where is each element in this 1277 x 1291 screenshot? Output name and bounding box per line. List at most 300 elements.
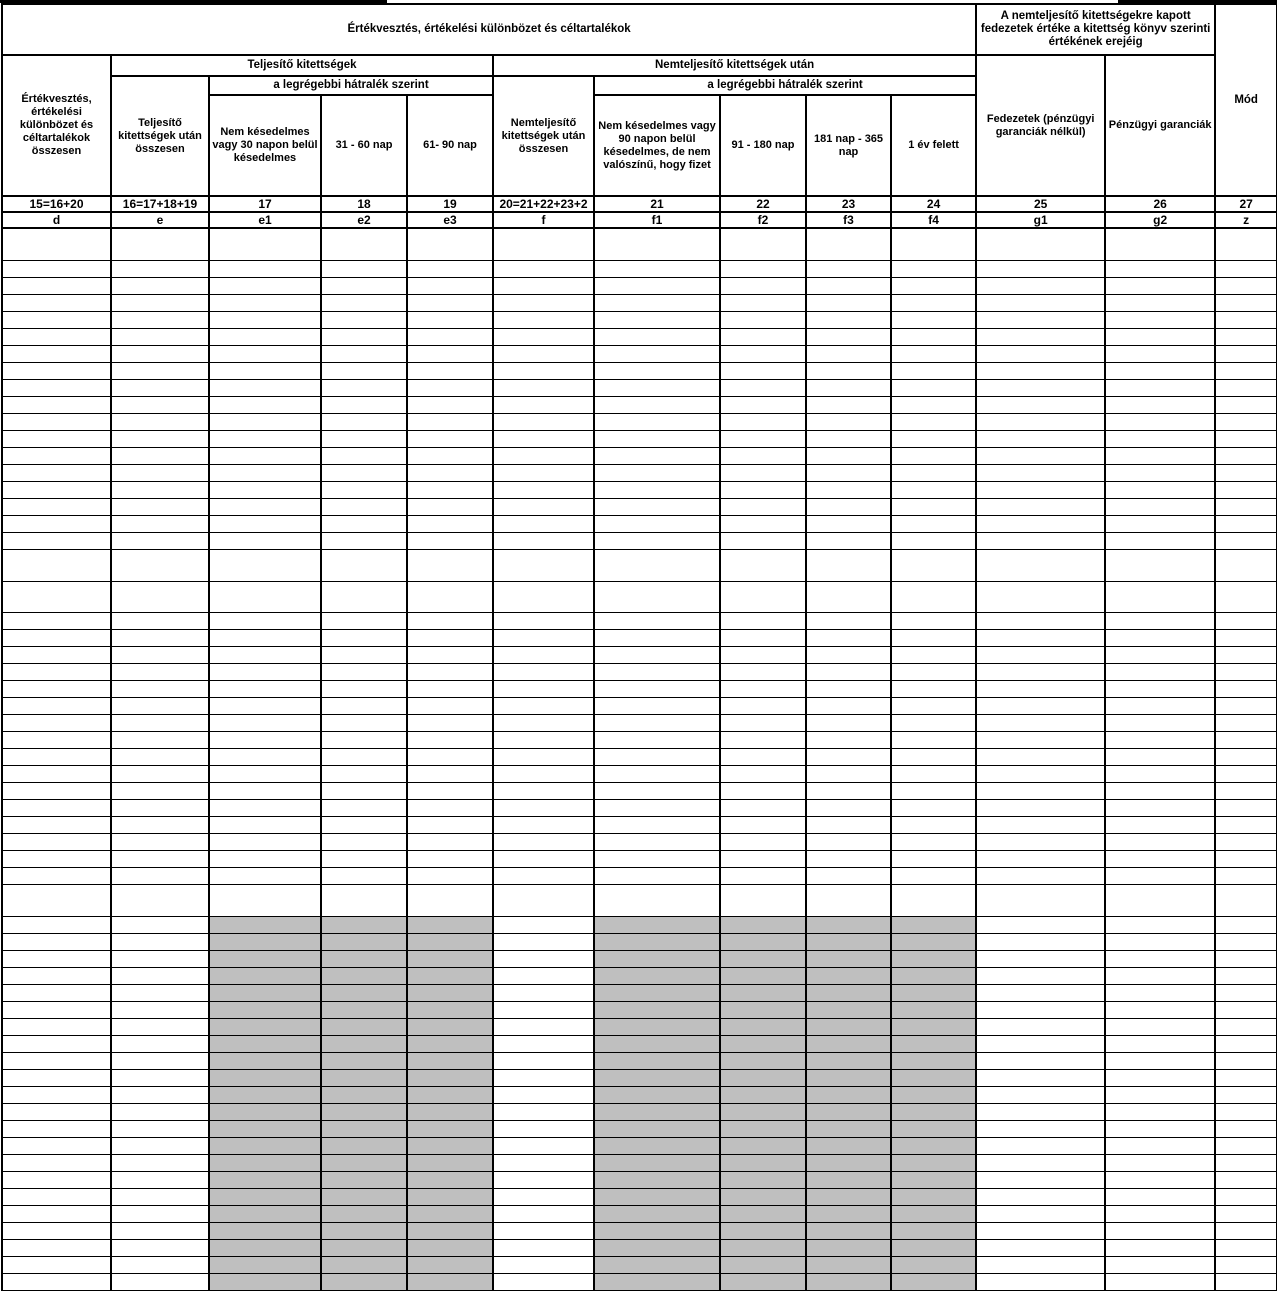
table-cell[interactable] [407,516,493,533]
table-cell[interactable] [976,1087,1105,1104]
table-cell[interactable] [720,482,806,499]
table-cell[interactable] [407,414,493,431]
table-cell[interactable] [321,465,407,482]
table-cell[interactable] [2,1002,111,1019]
table-cell[interactable] [209,228,321,261]
table-cell[interactable] [2,482,111,499]
table-cell[interactable] [976,968,1105,985]
table-cell[interactable] [2,647,111,664]
table-cell[interactable] [111,1172,209,1189]
table-cell[interactable] [891,465,976,482]
table-cell[interactable] [493,516,594,533]
table-cell[interactable] [1105,533,1215,550]
table-cell[interactable] [806,698,891,715]
table-cell[interactable] [806,550,891,582]
table-cell[interactable] [806,647,891,664]
table-cell[interactable] [806,715,891,732]
table-cell[interactable] [1215,1104,1277,1121]
table-cell[interactable] [720,278,806,295]
table-cell[interactable] [594,834,720,851]
table-cell[interactable] [209,550,321,582]
table-cell[interactable] [891,817,976,834]
table-cell[interactable] [2,431,111,448]
table-cell[interactable] [720,613,806,630]
table-cell[interactable] [594,482,720,499]
table-cell[interactable] [209,414,321,431]
table-cell[interactable] [594,516,720,533]
table-cell[interactable] [594,550,720,582]
table-cell[interactable] [1105,1019,1215,1036]
table-cell[interactable] [111,448,209,465]
table-cell[interactable] [321,885,407,917]
table-cell[interactable] [2,868,111,885]
table-cell[interactable] [1105,698,1215,715]
table-cell[interactable] [720,397,806,414]
table-cell[interactable] [1105,1053,1215,1070]
table-cell[interactable] [806,681,891,698]
table-cell[interactable] [2,732,111,749]
table-cell[interactable] [976,329,1105,346]
table-cell[interactable] [111,664,209,681]
table-cell[interactable] [2,533,111,550]
table-cell[interactable] [407,228,493,261]
table-cell[interactable] [2,312,111,329]
table-cell[interactable] [806,346,891,363]
table-cell[interactable] [976,1019,1105,1036]
table-cell[interactable] [976,800,1105,817]
table-cell[interactable] [2,630,111,647]
table-cell[interactable] [2,363,111,380]
table-cell[interactable] [720,261,806,278]
table-cell[interactable] [321,228,407,261]
table-cell[interactable] [1215,533,1277,550]
table-cell[interactable] [493,851,594,868]
table-cell[interactable] [209,499,321,516]
table-cell[interactable] [493,1138,594,1155]
table-cell[interactable] [594,732,720,749]
table-cell[interactable] [891,885,976,917]
table-cell[interactable] [2,800,111,817]
table-cell[interactable] [111,1189,209,1206]
table-cell[interactable] [594,397,720,414]
table-cell[interactable] [976,1053,1105,1070]
table-cell[interactable] [976,261,1105,278]
table-cell[interactable] [407,885,493,917]
table-cell[interactable] [806,499,891,516]
table-cell[interactable] [407,278,493,295]
table-cell[interactable] [891,397,976,414]
table-cell[interactable] [493,783,594,800]
table-cell[interactable] [2,1155,111,1172]
table-cell[interactable] [1215,346,1277,363]
table-cell[interactable] [594,346,720,363]
table-cell[interactable] [407,380,493,397]
table-cell[interactable] [1105,1121,1215,1138]
table-cell[interactable] [493,613,594,630]
table-cell[interactable] [594,533,720,550]
table-cell[interactable] [720,516,806,533]
table-cell[interactable] [111,817,209,834]
table-cell[interactable] [976,1070,1105,1087]
table-cell[interactable] [111,363,209,380]
table-cell[interactable] [720,664,806,681]
table-cell[interactable] [407,261,493,278]
table-cell[interactable] [407,482,493,499]
table-cell[interactable] [321,346,407,363]
table-cell[interactable] [2,817,111,834]
table-cell[interactable] [806,448,891,465]
table-cell[interactable] [493,647,594,664]
table-cell[interactable] [720,465,806,482]
table-cell[interactable] [1105,397,1215,414]
table-cell[interactable] [407,431,493,448]
table-cell[interactable] [891,431,976,448]
table-cell[interactable] [493,1155,594,1172]
table-cell[interactable] [321,550,407,582]
table-cell[interactable] [209,482,321,499]
table-cell[interactable] [594,380,720,397]
table-cell[interactable] [1215,664,1277,681]
table-cell[interactable] [891,516,976,533]
table-cell[interactable] [493,431,594,448]
table-cell[interactable] [111,868,209,885]
table-cell[interactable] [1215,363,1277,380]
table-cell[interactable] [720,414,806,431]
table-cell[interactable] [1105,1138,1215,1155]
table-cell[interactable] [2,1189,111,1206]
table-cell[interactable] [493,968,594,985]
table-cell[interactable] [1215,1002,1277,1019]
table-cell[interactable] [891,582,976,613]
table-cell[interactable] [594,414,720,431]
table-cell[interactable] [1215,499,1277,516]
table-cell[interactable] [891,749,976,766]
table-cell[interactable] [209,533,321,550]
table-cell[interactable] [1105,885,1215,917]
table-cell[interactable] [493,951,594,968]
table-cell[interactable] [1105,312,1215,329]
table-cell[interactable] [407,766,493,783]
table-cell[interactable] [321,681,407,698]
table-cell[interactable] [594,261,720,278]
table-cell[interactable] [1215,934,1277,951]
table-cell[interactable] [493,715,594,732]
table-cell[interactable] [1105,1257,1215,1274]
table-cell[interactable] [209,834,321,851]
table-cell[interactable] [2,766,111,783]
table-cell[interactable] [1215,228,1277,261]
table-cell[interactable] [1215,482,1277,499]
table-cell[interactable] [493,295,594,312]
table-cell[interactable] [891,380,976,397]
table-cell[interactable] [976,732,1105,749]
table-cell[interactable] [2,1070,111,1087]
table-cell[interactable] [209,664,321,681]
table-cell[interactable] [111,1138,209,1155]
table-cell[interactable] [111,885,209,917]
table-cell[interactable] [1215,1019,1277,1036]
table-cell[interactable] [321,261,407,278]
table-cell[interactable] [720,766,806,783]
table-cell[interactable] [594,228,720,261]
table-cell[interactable] [2,1223,111,1240]
table-cell[interactable] [407,732,493,749]
table-cell[interactable] [493,749,594,766]
table-cell[interactable] [209,613,321,630]
table-cell[interactable] [720,630,806,647]
table-cell[interactable] [321,817,407,834]
table-cell[interactable] [1105,1070,1215,1087]
table-cell[interactable] [111,346,209,363]
table-cell[interactable] [976,431,1105,448]
table-cell[interactable] [2,1087,111,1104]
table-cell[interactable] [111,533,209,550]
table-cell[interactable] [493,1019,594,1036]
table-cell[interactable] [1215,1257,1277,1274]
table-cell[interactable] [209,766,321,783]
table-cell[interactable] [321,613,407,630]
table-cell[interactable] [1105,1172,1215,1189]
table-cell[interactable] [2,681,111,698]
table-cell[interactable] [1215,834,1277,851]
table-cell[interactable] [407,499,493,516]
table-cell[interactable] [976,868,1105,885]
table-cell[interactable] [2,783,111,800]
table-cell[interactable] [1105,715,1215,732]
table-cell[interactable] [891,363,976,380]
table-cell[interactable] [2,715,111,732]
table-cell[interactable] [1105,261,1215,278]
table-cell[interactable] [321,834,407,851]
table-cell[interactable] [2,1240,111,1257]
table-cell[interactable] [594,800,720,817]
table-cell[interactable] [891,278,976,295]
table-cell[interactable] [321,448,407,465]
table-cell[interactable] [1105,1104,1215,1121]
table-cell[interactable] [594,868,720,885]
table-cell[interactable] [1105,834,1215,851]
table-cell[interactable] [976,228,1105,261]
table-cell[interactable] [111,278,209,295]
table-cell[interactable] [111,228,209,261]
table-cell[interactable] [1105,380,1215,397]
table-cell[interactable] [493,397,594,414]
table-cell[interactable] [2,1274,111,1291]
table-cell[interactable] [891,261,976,278]
table-cell[interactable] [2,397,111,414]
table-cell[interactable] [209,363,321,380]
table-cell[interactable] [209,698,321,715]
table-cell[interactable] [407,346,493,363]
table-cell[interactable] [321,664,407,681]
table-cell[interactable] [111,1104,209,1121]
table-cell[interactable] [976,363,1105,380]
table-cell[interactable] [111,380,209,397]
table-cell[interactable] [407,851,493,868]
table-cell[interactable] [1105,329,1215,346]
table-cell[interactable] [209,312,321,329]
table-cell[interactable] [1105,1240,1215,1257]
table-cell[interactable] [493,533,594,550]
table-cell[interactable] [2,295,111,312]
table-cell[interactable] [209,732,321,749]
table-cell[interactable] [209,397,321,414]
table-cell[interactable] [976,278,1105,295]
table-cell[interactable] [720,431,806,448]
table-cell[interactable] [209,851,321,868]
table-cell[interactable] [493,550,594,582]
table-cell[interactable] [209,783,321,800]
table-cell[interactable] [1105,951,1215,968]
table-cell[interactable] [407,465,493,482]
table-cell[interactable] [1215,1121,1277,1138]
table-cell[interactable] [720,732,806,749]
table-cell[interactable] [2,1036,111,1053]
table-cell[interactable] [976,295,1105,312]
table-cell[interactable] [209,800,321,817]
table-cell[interactable] [720,749,806,766]
table-cell[interactable] [2,261,111,278]
table-cell[interactable] [321,800,407,817]
table-cell[interactable] [1215,1223,1277,1240]
table-cell[interactable] [321,868,407,885]
table-cell[interactable] [806,329,891,346]
table-cell[interactable] [594,749,720,766]
table-cell[interactable] [720,715,806,732]
table-cell[interactable] [493,329,594,346]
table-cell[interactable] [720,783,806,800]
table-cell[interactable] [2,448,111,465]
table-cell[interactable] [806,363,891,380]
table-cell[interactable] [891,448,976,465]
table-cell[interactable] [806,414,891,431]
table-cell[interactable] [1215,550,1277,582]
table-cell[interactable] [1105,985,1215,1002]
table-cell[interactable] [891,329,976,346]
table-cell[interactable] [209,431,321,448]
table-cell[interactable] [594,715,720,732]
table-cell[interactable] [493,448,594,465]
table-cell[interactable] [594,698,720,715]
table-cell[interactable] [407,582,493,613]
table-cell[interactable] [891,681,976,698]
table-cell[interactable] [2,749,111,766]
table-cell[interactable] [2,550,111,582]
table-cell[interactable] [976,885,1105,917]
table-cell[interactable] [1215,1087,1277,1104]
table-cell[interactable] [594,817,720,834]
table-cell[interactable] [976,414,1105,431]
table-cell[interactable] [407,613,493,630]
table-cell[interactable] [493,312,594,329]
table-cell[interactable] [976,817,1105,834]
table-cell[interactable] [976,749,1105,766]
table-cell[interactable] [1215,516,1277,533]
table-cell[interactable] [806,465,891,482]
table-cell[interactable] [1105,766,1215,783]
table-cell[interactable] [1105,783,1215,800]
table-cell[interactable] [806,380,891,397]
table-cell[interactable] [976,647,1105,664]
table-cell[interactable] [111,1036,209,1053]
table-cell[interactable] [493,1206,594,1223]
table-cell[interactable] [2,1121,111,1138]
table-cell[interactable] [976,550,1105,582]
table-cell[interactable] [493,817,594,834]
table-cell[interactable] [720,834,806,851]
table-cell[interactable] [2,465,111,482]
table-cell[interactable] [493,834,594,851]
table-cell[interactable] [321,630,407,647]
table-cell[interactable] [407,647,493,664]
table-cell[interactable] [407,800,493,817]
table-cell[interactable] [111,1257,209,1274]
table-cell[interactable] [806,868,891,885]
table-cell[interactable] [891,664,976,681]
table-cell[interactable] [209,261,321,278]
table-cell[interactable] [2,613,111,630]
table-cell[interactable] [111,647,209,664]
table-cell[interactable] [891,228,976,261]
table-cell[interactable] [594,295,720,312]
table-cell[interactable] [976,934,1105,951]
table-cell[interactable] [407,783,493,800]
table-cell[interactable] [321,431,407,448]
table-cell[interactable] [2,1019,111,1036]
table-cell[interactable] [720,582,806,613]
table-cell[interactable] [111,397,209,414]
table-cell[interactable] [407,868,493,885]
table-cell[interactable] [1215,1053,1277,1070]
table-cell[interactable] [976,1036,1105,1053]
table-cell[interactable] [720,647,806,664]
table-cell[interactable] [2,851,111,868]
table-cell[interactable] [111,550,209,582]
table-cell[interactable] [1215,681,1277,698]
table-cell[interactable] [720,885,806,917]
table-cell[interactable] [407,363,493,380]
table-cell[interactable] [1105,934,1215,951]
table-cell[interactable] [976,851,1105,868]
table-cell[interactable] [407,448,493,465]
table-cell[interactable] [111,312,209,329]
table-cell[interactable] [976,397,1105,414]
table-cell[interactable] [493,414,594,431]
table-cell[interactable] [976,951,1105,968]
table-cell[interactable] [111,613,209,630]
table-cell[interactable] [1215,851,1277,868]
table-cell[interactable] [594,681,720,698]
table-cell[interactable] [1215,1036,1277,1053]
table-cell[interactable] [493,363,594,380]
table-cell[interactable] [806,533,891,550]
table-cell[interactable] [1215,630,1277,647]
table-cell[interactable] [493,346,594,363]
table-cell[interactable] [594,783,720,800]
table-cell[interactable] [111,1070,209,1087]
table-cell[interactable] [806,397,891,414]
table-cell[interactable] [2,516,111,533]
table-cell[interactable] [891,766,976,783]
table-cell[interactable] [1105,516,1215,533]
table-cell[interactable] [111,1053,209,1070]
table-cell[interactable] [806,613,891,630]
table-cell[interactable] [976,499,1105,516]
table-cell[interactable] [806,885,891,917]
table-cell[interactable] [1105,465,1215,482]
table-cell[interactable] [111,1206,209,1223]
table-cell[interactable] [1215,885,1277,917]
